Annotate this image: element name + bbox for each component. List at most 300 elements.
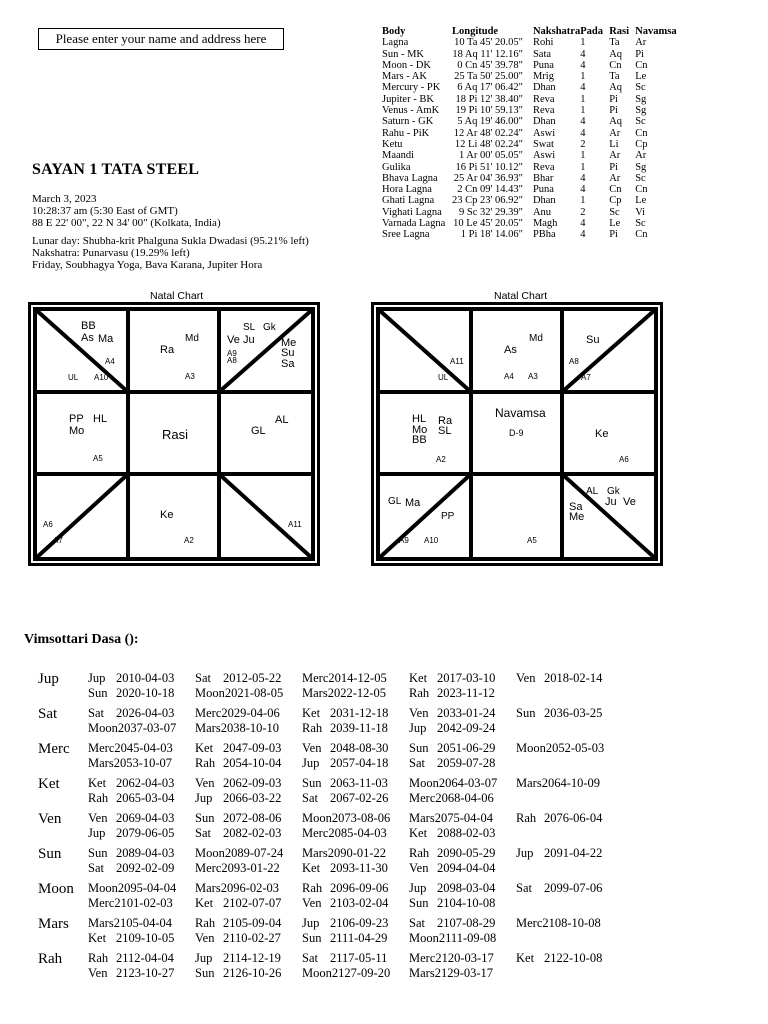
cell-body: Ghati Lagna — [382, 195, 435, 207]
subperiod-date: 2012-05-22 — [223, 671, 282, 685]
cell-pada: 4 — [580, 218, 586, 230]
dasa-subperiod — [409, 671, 495, 686]
cell-body: Sun - MK — [382, 48, 425, 60]
cell-nakshatra: Anu — [532, 206, 552, 218]
cell-nakshatra: Sata — [532, 48, 552, 60]
subperiod-planet: Sun — [409, 896, 429, 910]
cell-pada: 4 — [580, 59, 586, 71]
cell-nakshatra: Reva — [532, 105, 555, 117]
nav-me: Me — [569, 511, 585, 523]
weekday-info: Friday, Soubhagya Yoga, Bava Karana, Jupiter Hora — [32, 259, 263, 271]
dasa-subperiod — [409, 916, 495, 931]
cell-longitude: 12 Li 48' 02.24" — [454, 138, 523, 150]
nav-center-sub: D-9 — [509, 428, 524, 438]
nav-al: AL — [586, 486, 599, 497]
dasa-subperiod — [195, 861, 280, 876]
col-header-body: Body — [382, 26, 406, 37]
nav-ma: Ma — [405, 497, 421, 509]
subperiod-planet: Mars — [88, 756, 114, 770]
rasi-sa: Sa — [281, 358, 295, 370]
dasa-subperiod — [409, 741, 495, 756]
birth-time: 10:28:37 am (5:30 East of GMT) — [32, 205, 178, 217]
cell-rasi: Ta — [609, 37, 620, 49]
dasa-subperiod — [516, 811, 602, 826]
cell-pada: 1 — [580, 105, 586, 117]
subperiod-date: 2048-08-30 — [330, 741, 389, 755]
dasa-subperiod — [88, 846, 174, 861]
subperiod-date: 2026-04-03 — [116, 706, 175, 720]
dasa-subperiod — [302, 756, 388, 771]
cell-rasi: Pi — [609, 229, 618, 241]
cell-pada: 1 — [580, 150, 586, 162]
dasa-subperiod — [302, 721, 388, 736]
subperiod-planet: Mars — [195, 721, 221, 735]
subperiod-date: 2047-09-03 — [223, 741, 282, 755]
subperiod-planet: Jup — [516, 846, 534, 860]
dasa-subperiod — [302, 846, 386, 861]
subperiod-planet: Mars — [409, 811, 435, 825]
subperiod-planet: Jup — [409, 881, 427, 895]
cell-rasi: Pi — [609, 105, 618, 117]
dasa-subperiod — [88, 706, 174, 721]
cell-longitude: 12 Ar 48' 02.24" — [453, 127, 523, 139]
subperiod-date: 2117-05-11 — [330, 951, 388, 965]
subperiod-date: 2057-04-18 — [330, 756, 389, 770]
cell-nakshatra: Reva — [532, 161, 555, 173]
dasa-subperiod — [195, 931, 281, 946]
subperiod-planet: Ket — [302, 861, 321, 875]
dasa-subperiod — [302, 951, 387, 966]
dasa-subperiod — [88, 791, 174, 806]
cell-nakshatra: Reva — [532, 93, 555, 105]
nav-pp: PP — [441, 511, 455, 522]
navamsa-chart-caption: Natal Chart — [494, 290, 548, 302]
subperiod-date: 2073-08-06 — [331, 811, 391, 825]
cell-body: Vighati Lagna — [382, 206, 442, 218]
cell-navamsa: Sc — [635, 218, 646, 230]
dasa-subperiod — [302, 931, 387, 946]
subperiod-date: 2051-06-29 — [437, 741, 496, 755]
table-row — [382, 116, 677, 127]
dasa-subperiod — [302, 776, 388, 791]
rasi-a2: A2 — [184, 536, 194, 545]
cell-longitude: 18 Aq 11' 12.16" — [452, 48, 523, 60]
subperiod-planet: Merc — [88, 741, 115, 755]
subperiod-planet: Ven — [195, 931, 215, 945]
cell-longitude: 18 Pi 12' 38.40" — [455, 93, 523, 105]
subperiod-date: 2090-05-29 — [437, 846, 496, 860]
subperiod-planet: Rah — [195, 756, 216, 770]
cell-body: Mars - AK — [382, 71, 427, 83]
cell-body: Rahu - PiK — [382, 127, 430, 139]
subperiod-planet: Ven — [195, 776, 215, 790]
subperiod-planet: Jup — [195, 791, 213, 805]
dasa-lord: Moon — [38, 881, 74, 897]
subperiod-planet: Ven — [516, 671, 536, 685]
subperiod-planet: Sat — [409, 916, 425, 930]
table-row — [382, 37, 677, 48]
subperiod-date: 2095-04-04 — [117, 881, 177, 895]
dasa-subperiod — [88, 861, 174, 876]
subperiod-date: 2021-08-05 — [224, 686, 284, 700]
nav-sa: Sa — [569, 501, 583, 513]
col-header-pada: Pada — [580, 26, 603, 37]
nav-a2: A2 — [436, 455, 446, 464]
subperiod-planet: Ket — [195, 741, 214, 755]
subperiod-planet: Sat — [195, 671, 211, 685]
subperiod-planet: Merc — [409, 951, 436, 965]
dasa-subperiod — [409, 776, 497, 791]
dasa-subperiod — [302, 741, 388, 756]
rasi-bb: BB — [81, 320, 96, 332]
cell-body: Jupiter - BK — [382, 93, 434, 105]
subperiod-planet: Moon — [409, 931, 439, 945]
subperiod-planet: Sat — [516, 881, 532, 895]
dasa-subperiod — [302, 861, 388, 876]
cell-pada: 1 — [580, 195, 586, 207]
subperiod-date: 2068-04-06 — [435, 791, 494, 805]
dasa-subperiod — [195, 671, 281, 686]
subperiod-date: 2062-09-03 — [223, 776, 282, 790]
subperiod-date: 2042-09-24 — [437, 721, 496, 735]
cell-navamsa: Le — [635, 195, 647, 207]
table-row — [382, 128, 677, 139]
rasi-ul: UL — [68, 373, 79, 382]
subperiod-date: 2067-02-26 — [330, 791, 389, 805]
subperiod-date: 2120-03-17 — [435, 951, 494, 965]
dasa-subperiod — [88, 811, 174, 826]
subperiod-planet: Sat — [88, 706, 104, 720]
dasa-subperiod — [302, 826, 387, 841]
subperiod-date: 2038-10-10 — [220, 721, 280, 735]
birth-location: 88 E 22' 00", 22 N 34' 00" (Kolkata, India) — [32, 217, 221, 229]
subperiod-date: 2111-09-08 — [438, 931, 497, 945]
rasi-chart-caption: Natal Chart — [150, 290, 204, 302]
dasa-subperiod — [88, 931, 174, 946]
subperiod-planet: Sun — [88, 846, 108, 860]
subperiod-date: 2069-04-03 — [116, 811, 175, 825]
table-row — [382, 150, 677, 161]
subperiod-date: 2059-07-28 — [437, 756, 496, 770]
rasi-mo: Mo — [69, 425, 85, 437]
subperiod-planet: Merc — [195, 861, 222, 875]
dasa-subperiod — [516, 881, 602, 896]
col-header-navamsa: Navamsa — [635, 26, 677, 37]
cell-pada: 2 — [580, 206, 586, 218]
rasi-al: AL — [275, 414, 289, 426]
dasa-subperiod — [302, 896, 388, 911]
rasi-a7: A7 — [53, 536, 63, 545]
subperiod-date: 2098-03-04 — [437, 881, 496, 895]
cell-pada: 4 — [580, 116, 586, 128]
rasi-su: Su — [281, 347, 295, 359]
cell-longitude: 25 Ar 04' 36.93" — [453, 172, 523, 184]
dasa-lord: Merc — [38, 741, 70, 757]
subperiod-planet: Merc — [409, 791, 436, 805]
dasa-subperiod — [195, 706, 280, 721]
cell-nakshatra: Dhan — [532, 82, 556, 94]
subperiod-planet: Sun — [516, 706, 536, 720]
subperiod-planet: Mars — [516, 776, 542, 790]
subperiod-planet: Sat — [88, 861, 104, 875]
subperiod-date: 2111-04-29 — [330, 931, 388, 945]
nav-ke: Ke — [595, 428, 609, 440]
table-header-row — [382, 26, 677, 37]
subperiod-date: 2112-04-04 — [116, 951, 174, 965]
dasa-subperiod — [302, 966, 390, 981]
cell-nakshatra: Magh — [532, 218, 558, 230]
subperiod-planet: Sun — [88, 686, 108, 700]
subperiod-planet: Sat — [302, 791, 318, 805]
subperiod-date: 2108-10-08 — [542, 916, 601, 930]
nav-ve: Ve — [623, 496, 636, 508]
subperiod-date: 2123-10-27 — [116, 966, 175, 980]
dasa-lord: Jup — [38, 671, 59, 687]
table-row — [382, 105, 677, 116]
subperiod-planet: Ket — [88, 776, 107, 790]
nakshatra-info: Nakshatra: Punarvasu (19.29% left) — [32, 247, 190, 259]
cell-body: Lagna — [382, 37, 409, 49]
subperiod-date: 2089-04-03 — [116, 846, 175, 860]
cell-pada: 1 — [580, 93, 586, 105]
subperiod-planet: Moon — [88, 721, 118, 735]
subperiod-planet: Ven — [409, 706, 429, 720]
dasa-subperiod — [88, 951, 174, 966]
name-address-box[interactable]: Please enter your name and address here — [38, 28, 284, 50]
subperiod-date: 2039-11-18 — [330, 721, 388, 735]
subperiod-planet: Ven — [302, 741, 322, 755]
cell-nakshatra: Puna — [532, 59, 554, 71]
rasi-a5: A5 — [93, 454, 103, 463]
subperiod-planet: Mars — [302, 686, 328, 700]
dasa-subperiod — [302, 916, 388, 931]
nav-su: Su — [586, 334, 600, 346]
subperiod-planet: Ket — [409, 671, 428, 685]
cell-nakshatra: Rohi — [532, 37, 554, 49]
nav-hl: HL — [412, 413, 427, 425]
dasa-subperiod — [195, 741, 281, 756]
subperiod-planet: Rah — [409, 846, 430, 860]
dasa-lord: Sat — [38, 706, 58, 722]
subperiod-date: 2018-02-14 — [544, 671, 603, 685]
cell-body: Maandi — [382, 150, 415, 162]
dasa-subperiod — [409, 881, 495, 896]
dasa-subperiod — [516, 916, 601, 931]
dasa-subperiod — [88, 671, 174, 686]
subperiod-planet: Merc — [516, 916, 543, 930]
nav-a9: A9 — [399, 536, 409, 545]
subperiod-planet: Merc — [302, 826, 329, 840]
cell-longitude: 16 Pi 51' 10.12" — [455, 161, 523, 173]
cell-rasi: Aq — [609, 116, 623, 128]
cell-rasi: Aq — [609, 48, 623, 60]
cell-body: Hora Lagna — [382, 184, 432, 196]
subperiod-date: 2129-03-17 — [434, 966, 494, 980]
subperiod-date: 2014-12-05 — [328, 671, 387, 685]
dasa-subperiod — [409, 811, 493, 826]
table-row — [382, 139, 677, 150]
subperiod-planet: Sun — [195, 811, 215, 825]
nav-mo: Mo — [412, 424, 428, 436]
cell-navamsa: Cn — [635, 229, 648, 241]
cell-pada: 4 — [580, 82, 586, 94]
dasa-subperiod — [195, 966, 281, 981]
subperiod-date: 2022-12-05 — [327, 686, 387, 700]
subperiod-planet: Sun — [302, 776, 322, 790]
subperiod-date: 2093-11-30 — [330, 861, 388, 875]
dasa-subperiod — [88, 741, 173, 756]
nav-ul: UL — [438, 373, 449, 382]
dasa-subperiod — [409, 951, 494, 966]
subperiod-planet: Rah — [516, 811, 537, 825]
dasa-subperiod — [195, 846, 283, 861]
subperiod-date: 2033-01-24 — [437, 706, 496, 720]
subperiod-date: 2105-09-04 — [223, 916, 282, 930]
subperiod-planet: Ket — [195, 896, 214, 910]
subperiod-date: 2052-05-03 — [545, 741, 605, 755]
dasa-subperiod — [195, 916, 281, 931]
rasi-ju: Ju — [243, 334, 255, 346]
subperiod-planet: Ven — [409, 861, 429, 875]
nav-a10: A10 — [424, 536, 439, 545]
cell-pada: 1 — [580, 71, 586, 83]
dasa-subperiod — [516, 846, 602, 861]
subperiod-planet: Moon — [516, 741, 546, 755]
dasa-subperiod — [302, 686, 386, 701]
nav-gl: GL — [388, 496, 402, 507]
dasa-subperiod — [195, 811, 281, 826]
dasa-subperiod — [302, 881, 388, 896]
subperiod-date: 2099-07-06 — [544, 881, 603, 895]
cell-rasi: Cn — [609, 59, 622, 71]
dasa-subperiod — [195, 896, 281, 911]
subperiod-planet: Moon — [195, 846, 225, 860]
subperiod-date: 2085-04-03 — [328, 826, 387, 840]
subperiod-date: 2122-10-08 — [544, 951, 603, 965]
rasi-me: Me — [281, 337, 297, 349]
cell-rasi: Ar — [609, 127, 621, 139]
cell-nakshatra: Aswi — [532, 127, 556, 139]
dasa-subperiod — [88, 916, 172, 931]
table-row — [382, 71, 677, 82]
nav-a11: A11 — [450, 357, 464, 366]
subperiod-date: 2096-02-03 — [220, 881, 280, 895]
rasi-gl: GL — [251, 425, 266, 437]
cell-longitude: 9 Sc 32' 29.39" — [459, 206, 523, 218]
subperiod-planet: Jup — [88, 671, 106, 685]
nav-sl: SL — [438, 425, 452, 437]
subperiod-planet: Mars — [88, 916, 114, 930]
subperiod-planet: Merc — [88, 896, 115, 910]
dasa-subperiod — [302, 811, 390, 826]
cell-navamsa: Sc — [635, 82, 646, 94]
subperiod-date: 2104-10-08 — [437, 896, 496, 910]
subperiod-date: 2010-04-03 — [116, 671, 175, 685]
cell-body: Moon - DK — [382, 59, 431, 71]
subperiod-planet: Mars — [302, 846, 328, 860]
table-row — [382, 49, 677, 60]
subperiod-date: 2066-03-22 — [223, 791, 282, 805]
dasa-subperiod — [195, 881, 279, 896]
dasa-subperiod — [409, 896, 495, 911]
cell-navamsa: Cn — [635, 127, 648, 139]
nav-a5: A5 — [527, 536, 537, 545]
rasi-a11: A11 — [288, 520, 302, 529]
cell-nakshatra: Bhar — [532, 172, 554, 184]
cell-navamsa: Cn — [635, 59, 648, 71]
dasa-subperiod — [88, 686, 174, 701]
subperiod-date: 2023-11-12 — [437, 686, 495, 700]
dasa-subperiod — [409, 791, 494, 806]
subperiod-date: 2101-02-03 — [114, 896, 173, 910]
rasi-a4: A4 — [105, 357, 115, 366]
subperiod-date: 2091-04-22 — [544, 846, 603, 860]
subperiod-planet: Rah — [195, 916, 216, 930]
dasa-subperiod — [88, 776, 174, 791]
subperiod-planet: Rah — [88, 791, 109, 805]
subperiod-date: 2063-11-03 — [330, 776, 388, 790]
rasi-a6: A6 — [43, 520, 53, 529]
subperiod-planet: Sun — [409, 741, 429, 755]
dasa-subperiod — [195, 721, 279, 736]
table-row — [382, 60, 677, 71]
rasi-hl: HL — [93, 413, 108, 425]
cell-longitude: 2 Cn 09' 14.43" — [457, 184, 523, 196]
cell-nakshatra: Aswi — [532, 150, 556, 162]
subperiod-planet: Ket — [409, 826, 428, 840]
cell-navamsa: Ar — [635, 150, 647, 162]
subperiod-date: 2017-03-10 — [437, 671, 496, 685]
rasi-a9: A9 — [227, 349, 237, 358]
cell-pada: 2 — [580, 138, 586, 150]
subperiod-planet: Ket — [88, 931, 107, 945]
dasa-subperiod — [88, 896, 173, 911]
cell-body: Mercury - PK — [382, 82, 441, 94]
cell-navamsa: Sc — [635, 116, 646, 128]
cell-pada: 4 — [580, 229, 586, 241]
table-row — [382, 207, 677, 218]
cell-navamsa: Le — [635, 71, 647, 83]
subperiod-planet: Moon — [195, 686, 225, 700]
cell-navamsa: Ar — [635, 37, 647, 49]
dasa-subperiod — [409, 706, 495, 721]
cell-rasi: Aq — [609, 82, 623, 94]
cell-body: Venus - AmK — [382, 105, 440, 117]
dasa-subperiod — [409, 861, 495, 876]
cell-nakshatra: PBha — [532, 229, 556, 241]
cell-navamsa: Vi — [635, 206, 646, 218]
dasa-lord: Mars — [38, 916, 69, 932]
chart-title: SAYAN 1 TATA STEEL — [32, 161, 200, 178]
cell-body: Saturn - GK — [382, 116, 434, 128]
dasa-subperiod — [195, 776, 281, 791]
rasi-chart — [28, 302, 320, 566]
subperiod-date: 2106-09-23 — [330, 916, 389, 930]
dasa-subperiod — [516, 706, 602, 721]
subperiod-date: 2076-06-04 — [544, 811, 603, 825]
dasa-subperiod — [516, 951, 602, 966]
subperiod-date: 2037-03-07 — [117, 721, 177, 735]
subperiod-date: 2109-10-05 — [116, 931, 175, 945]
subperiod-date: 2072-08-06 — [223, 811, 282, 825]
cell-rasi: Pi — [609, 93, 618, 105]
subperiod-date: 2075-04-04 — [434, 811, 494, 825]
table-row — [382, 82, 677, 93]
dasa-subperiod — [302, 706, 388, 721]
rasi-md: Md — [185, 333, 199, 344]
dasa-subperiod — [195, 686, 283, 701]
nav-ju: Ju — [605, 496, 617, 508]
